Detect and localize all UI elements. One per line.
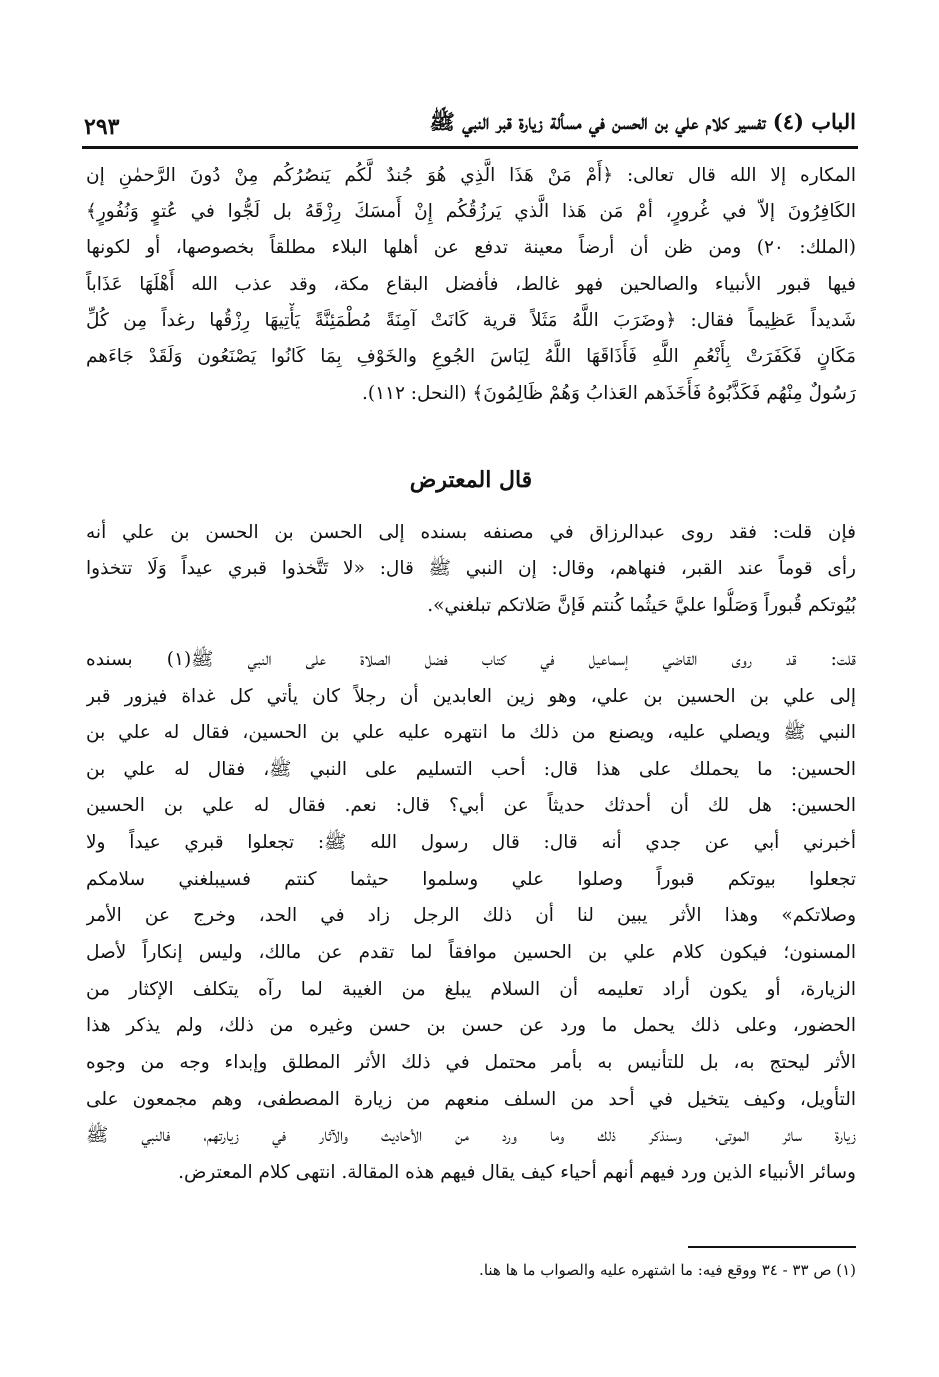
text-line: التأويل، وكيف يتخيل في أحد من السلف منعهم من زيارة المصطفى، وهم مجمعون على: [86, 1089, 856, 1110]
text-line: وسائر الأنبياء الذين ورد فيهم أنهم أحياء كيف يقال فيهم هذه المقالة. انتهى كلام المعترض.: [178, 1162, 856, 1183]
text-line: الحضور، وعلى ذلك يحمل ما ورد عن حسن بن حسن وغيره من ذلك، ولم يذكر هذا: [86, 1015, 856, 1036]
page-number: ٢٩٣: [84, 114, 120, 140]
text-line: المكاره إلا الله قال تعالى: ﴿أَمْ مَنْ هَذَا الَّذِي هُوَ جُندٌ لَّكُم يَنصُرُكُم مِنْ دُونَ الرَّحمٰنِ إن: [86, 165, 856, 186]
text-line: وصلاتكم» وهذا الأثر يبين لنا أن ذلك الرجل زاد في الحد، وخرج عن الأمر: [86, 905, 856, 926]
text-line: الحسين: ما يحملك على هذا قال: أحب التسليم على النبي ﷺ، فقال له علي بن: [86, 759, 856, 780]
text-line: فيها قبور الأنبياء والصالحين فهو غالط، فأفضل البقاع مكة، وقد عذب الله أَهْلَهَا عَذَاباً: [86, 274, 856, 295]
text-line: الأثر ليحتج به، بل للتأنيس به بأمر محتمل في ذلك الأثر المطلق وإبداء وجه من وجوه: [86, 1052, 856, 1073]
text-line: أخبرني أبي عن جدي أنه قال: قال رسول الله ﷺ: تجعلوا قبري عيداً ولا: [86, 832, 856, 853]
text-line: النبي ﷺ ويصلي عليه، ويصنع من ذلك ما انتهره عليه علي بن الحسين، فقال له علي بن: [86, 722, 856, 743]
running-header: [84, 96, 856, 140]
section-heading: قال المعترض: [409, 467, 533, 493]
text-line: مَكَانٍ فَكَفَرَتْ بِأَنْعُمِ اللَّهِ فَأَذَاقَهَا اللَّهُ لِبَاسَ الجُوعِ والخَوْفِ بِمَا كَانُوا يَصْنَعُون وَلَقَدْ جَاءَهم: [86, 346, 856, 367]
text-line: تجعلوا بيوتكم قبوراً وصلوا علي وسلموا حيثما كنتم فسيبلغني سلامكم: [86, 869, 856, 890]
chapter-title: الباب (٤) تفسير كلام علي بن الحسن في مسألة زيارة قبر النبي ﷺ: [429, 109, 856, 134]
text-line: قلت: قد روى القاضي إسماعيل في كتاب فضل الصلاة على النبي ﷺ(١) بسنده: [86, 649, 856, 670]
text-line: رَسُولٌ مِنْهُم فَكَذَّبُوهُ فَأَخَذَهم العَذابُ وَهُمْ ظَالِمُونَ﴾ (النحل: ١١٢).: [361, 383, 856, 404]
text-line: زيارة سائر الموتى، وسنذكر ذلك وما ورد من الأحاديث والآثار في زيارتهم، فالنبي ﷺ: [86, 1125, 856, 1146]
text-line: (الملك: ٢٠) ومن ظن أن أرضاً معينة تدفع عن أهلها البلاء مطلقاً بخصوصها، أو لكونها: [86, 237, 856, 258]
text-line: رأى قوماً عند القبر، فنهاهم، وقال: إن النبي ﷺ قال: «لا تَتَّخذوا قبري عيداً وَلَا تتخذوا: [86, 558, 856, 579]
text-line: شَديداً عَظِيماً فقال: ﴿وضَرَبَ اللَّهُ مَثَلاً قرية كَانَتْ آمِنَةً مُطْمَئِنَّةً يَأْتِيهَا رِزْقُها رغداً مِن كُلِّ: [86, 310, 856, 331]
text-line: الكَافِرُونَ إلاّ في غُرورٍ، أمْ مَن هَذا الَّذي يَرزُقُكُم إِنْ أَمسَكَ رِزْقَهُ بل لَجُّوا في عُتوٍ وَنُفُورٍ﴾: [86, 201, 856, 222]
text-line: بُيُوتكم قُبوراً وَصَلُّوا عليَّ حَيثُما كُنتم فَإنَّ صَلاتكم تبلغني».: [427, 595, 856, 616]
text-line: الزيارة، أو يكون أراد تعليمه أن السلام يبلغ من الغيبة لما رآه يتكلف الإكثار من: [86, 979, 856, 1000]
text-line: الحسين: هل لك أن أحدثك حديثاً عن أبي؟ قال: نعم. فقال له علي بن الحسين: [86, 795, 856, 816]
text-line: فإن قلت: فقد روى عبدالرزاق في مصنفه بسنده إلى الحسن بن الحسن بن علي أنه: [86, 522, 856, 543]
footnote-rule: [688, 1246, 856, 1248]
text-line: المسنون؛ فيكون كلام علي بن الحسين موافقاً لما تقدم عن مالك، وليس إنكاراً لأصل: [86, 942, 856, 963]
header-rule: [82, 146, 858, 149]
text-line: إلى علي بن الحسين بن علي، وهو زين العابدين أن رجلاً كان يأتي كل غداة فيزور قبر: [86, 686, 856, 707]
footnote: (١) ص ٣٣ - ٣٤ ووقع فيه: ما اشتهره عليه والصواب ما ها هنا.: [479, 1261, 856, 1279]
